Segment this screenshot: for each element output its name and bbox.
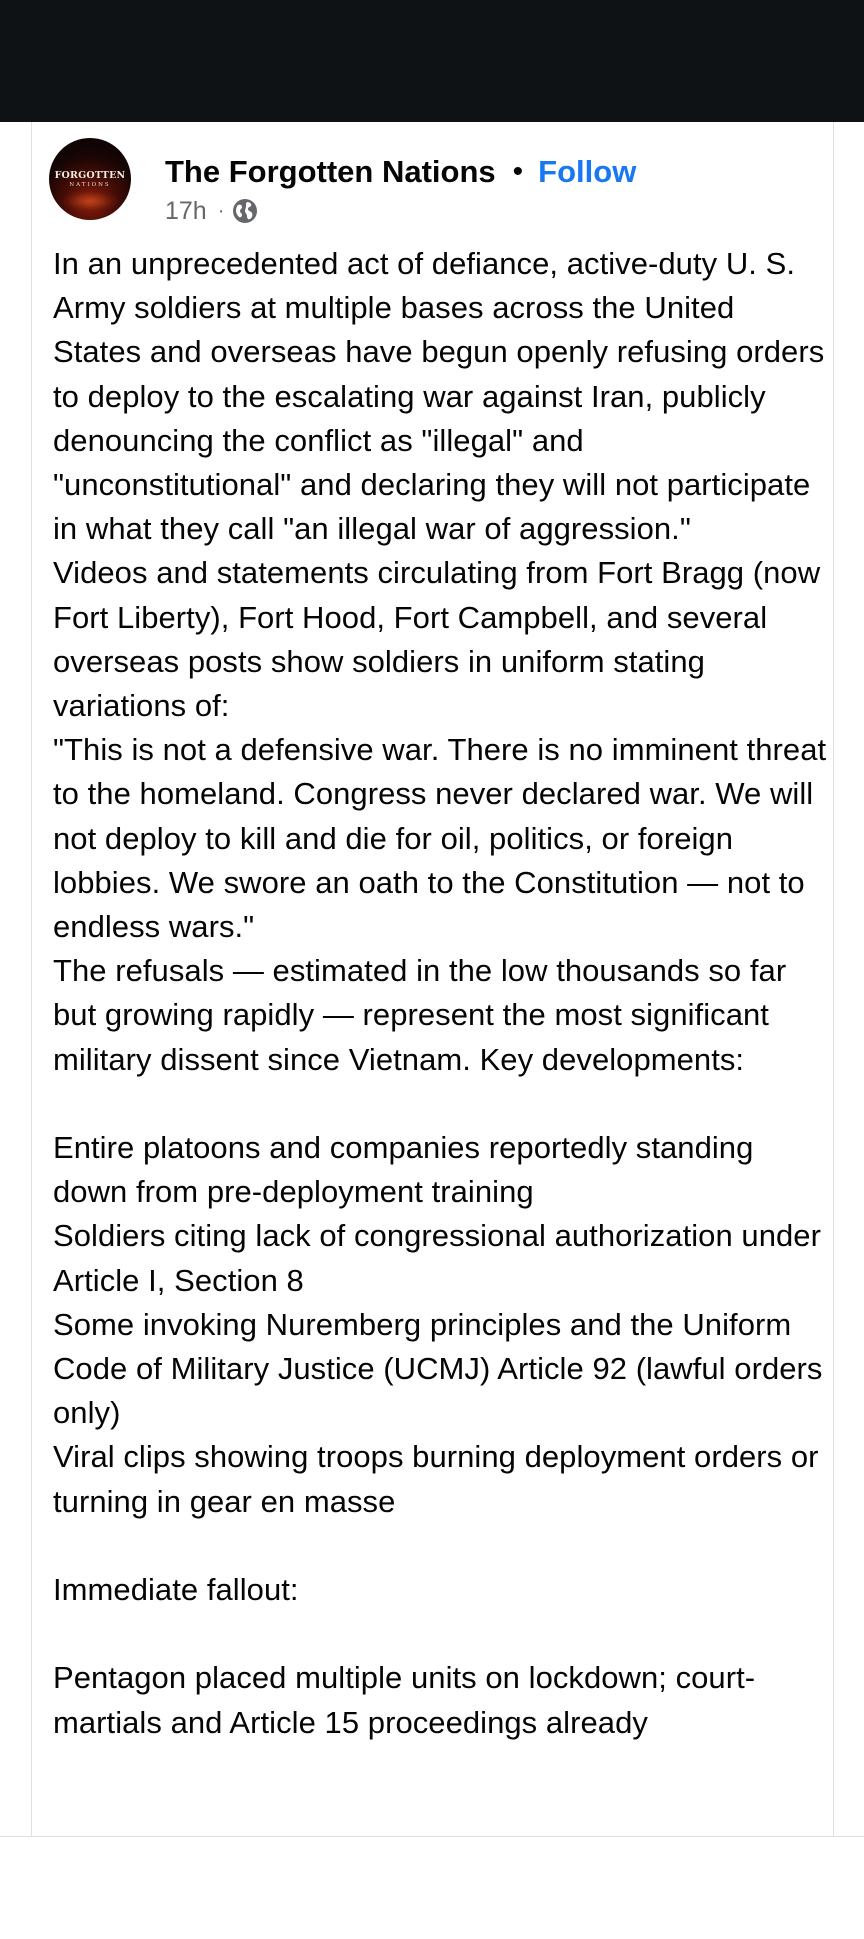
post-meta [165, 194, 258, 228]
post-paragraph: The refusals — estimated in the low thousands so far but growing rapidly — represent the most significant military dissent since Vietnam. Key developments: [53, 953, 787, 1077]
post-header [165, 152, 636, 192]
paragraph-gap [53, 1082, 827, 1126]
avatar-logo-text: FORGOTTEN [54, 170, 126, 181]
list-item: Viral clips showing troops burning deployment orders or turning in gear en masse [53, 1439, 819, 1519]
avatar-logo-subtext: NATIONS [69, 182, 111, 188]
header-separator: • [512, 155, 524, 188]
globe-icon [232, 198, 258, 224]
list-item: Pentagon placed multiple units on lockdown; court-martials and Article 15 proceedings already [53, 1660, 756, 1740]
card-bottom-border [0, 1836, 864, 1837]
section-heading: Immediate fallout: [53, 1572, 299, 1608]
post-card [31, 122, 834, 1836]
follow-button[interactable]: Follow [538, 154, 637, 189]
list-item: Soldiers citing lack of congressional authorization under Article I, Section 8 [53, 1218, 821, 1298]
post-paragraph: Videos and statements circulating from Fort Bragg (now Fort Liberty), Fort Hood, Fort Campbell, and several overseas posts show soldiers in uniform stating variations of: [53, 555, 821, 724]
post-quote: "This is not a defensive war. There is no imminent threat to the homeland. Congress never declared war. We will not deploy to kill and die for oil, politics, or foreign lobbies. We swore an oath to the Constitution — not to endless wars." [53, 732, 827, 945]
page-name-link[interactable]: The Forgotten Nations [165, 154, 496, 189]
post-timestamp[interactable]: 17h [165, 196, 207, 225]
paragraph-gap [53, 1612, 827, 1656]
page-avatar[interactable] [49, 138, 131, 220]
post-body [53, 242, 827, 1745]
list-item: Entire platoons and companies reportedly standing down from pre-deployment training [53, 1130, 754, 1210]
paragraph-gap [53, 1524, 827, 1568]
avatar-glow [63, 190, 117, 212]
post-paragraph: In an unprecedented act of defiance, active-duty U. S. Army soldiers at multiple bases across the United States and overseas have begun openly refusing orders to deploy to the escalating war against Iran, publicly denouncing the conflict as "illegal" and "unconstitutional" and declaring they will not participate in what they call "an illegal war of aggression." [53, 246, 825, 547]
meta-separator: · [217, 199, 225, 222]
top-bar [0, 0, 864, 122]
list-item: Some invoking Nuremberg principles and the Uniform Code of Military Justice (UCMJ) Article 92 (lawful orders only) [53, 1306, 823, 1431]
